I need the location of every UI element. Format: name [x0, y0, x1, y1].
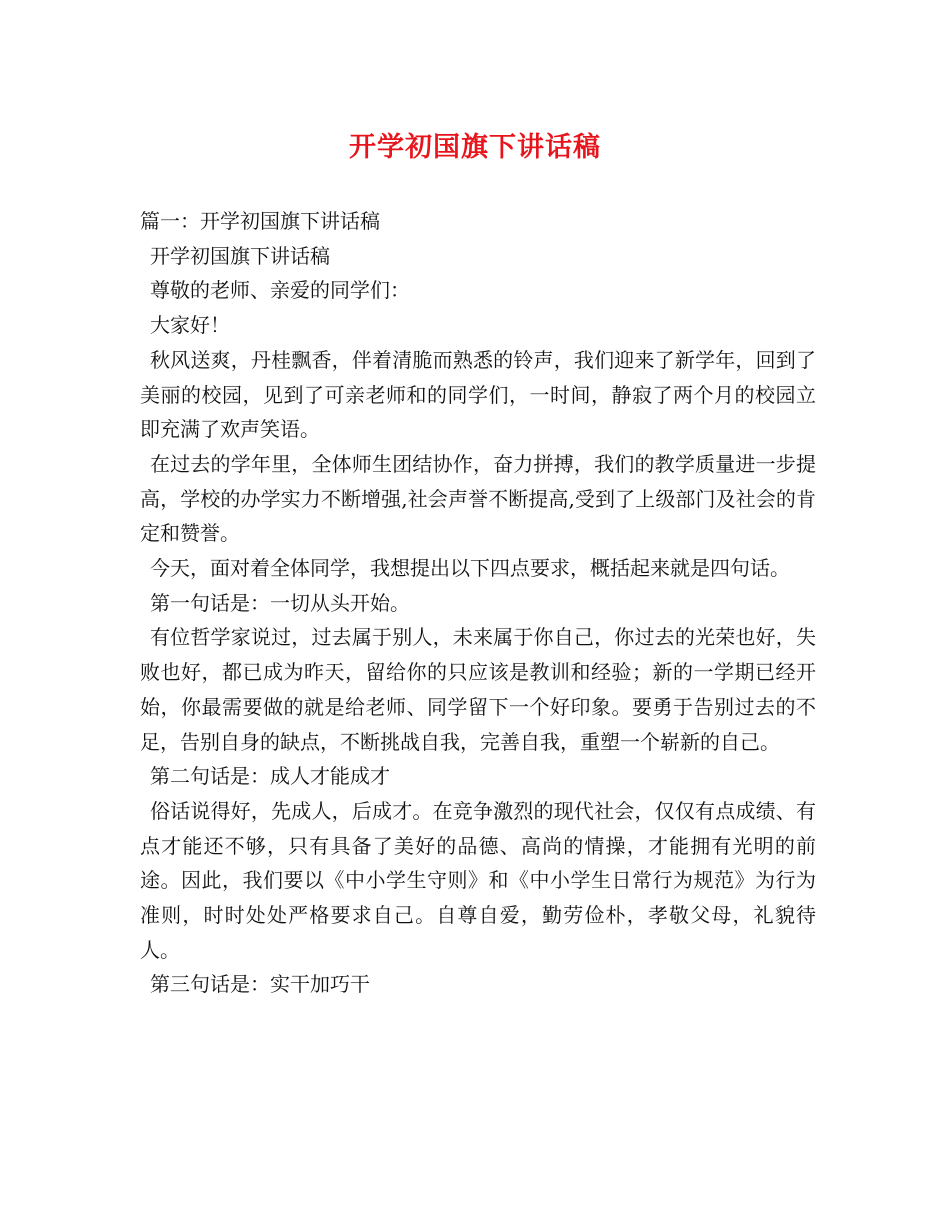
point-two-heading: 第二句话是：成人才能成才	[150, 764, 390, 789]
point-one-body: 有位哲学家说过，过去属于别人，未来属于你自己，你过去的光荣也好，失败也好，都已成为昨天，留给你的只应该是教训和经验；新的一学期已经开始，你最需要做的就是给老师、同学留下一个好印象。要勇于告别过去的不足，告别自身的缺点，不断挑战自我，完善自我，重塑一个崭新的自己。	[140, 625, 816, 754]
greeting: 大家好！	[150, 313, 230, 338]
paragraph-opening: 秋风送爽，丹桂飘香，伴着清脆而熟悉的铃声，我们迎来了新学年，回到了美丽的校园，见到了可亲老师和的同学们，一时间，静寂了两个月的校园立即充满了欢声笑语。	[140, 347, 816, 442]
paragraph-requirements: 今天，面对着全体同学，我想提出以下四点要求，概括起来就是四句话。	[150, 556, 790, 581]
point-two-body: 俗话说得好，先成人，后成才。在竞争激烈的现代社会，仅仅有点成绩、有点才能还不够，只有具备了美好的品德、高尚的情操，才能拥有光明的前途。因此，我们要以《中小学生守则》和《中小学生日常行为规范》为行为准则，时时处处严格要求自己。自尊自爱，勤劳俭朴，孝敬父母，礼貌待人。	[140, 798, 816, 962]
document-body	[140, 204, 816, 1002]
point-one-heading: 第一句话是：一切从头开始。	[150, 590, 410, 615]
document-title: 开学初国旗下讲话稿	[349, 132, 601, 163]
section-heading: 篇一：开学初国旗下讲话稿	[140, 209, 380, 233]
speech-title: 开学初国旗下讲话稿	[150, 243, 330, 268]
salutation: 尊敬的老师、亲爱的同学们：	[150, 278, 410, 303]
paragraph-review: 在过去的学年里，全体师生团结协作，奋力拼搏，我们的教学质量进一步提高，学校的办学实力不断增强,社会声誉不断提高,受到了上级部门及社会的肯定和赞誉。	[140, 451, 816, 546]
point-three-heading: 第三句话是：实干加巧干	[150, 972, 370, 997]
